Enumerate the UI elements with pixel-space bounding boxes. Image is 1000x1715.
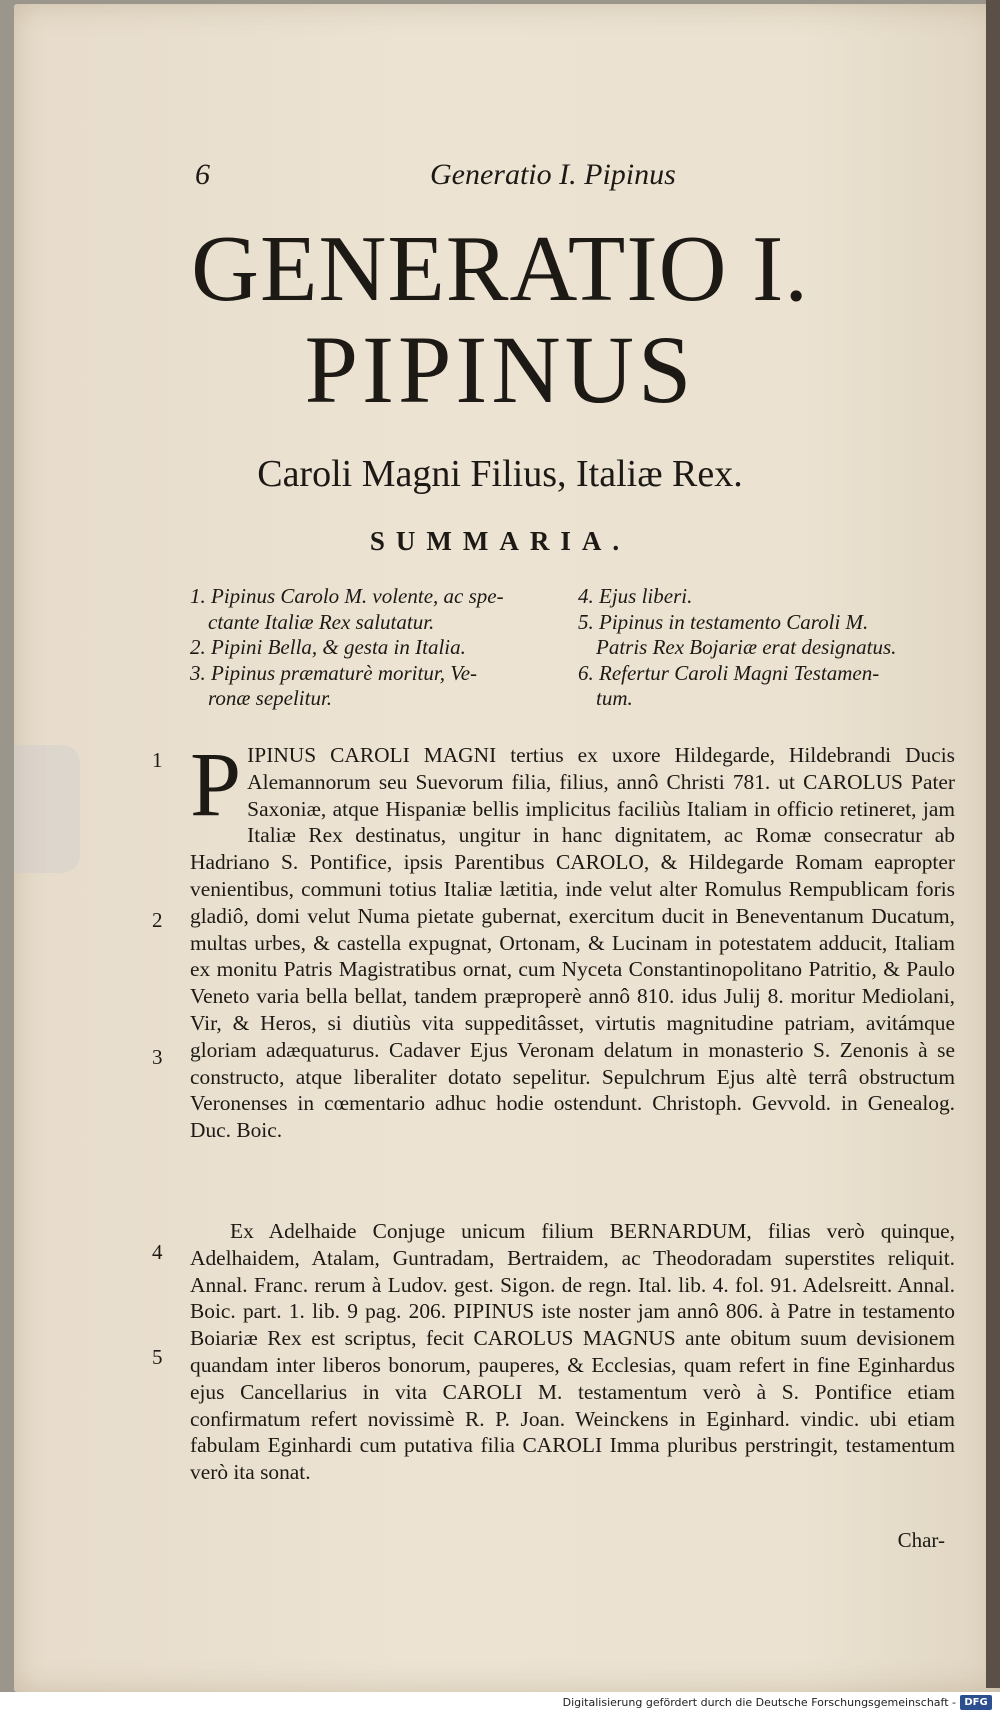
- paragraph-1: [190, 733, 955, 1144]
- title-line-1: GENERATIO I.: [191, 217, 809, 321]
- margin-number: 3: [152, 1045, 163, 1069]
- summary-item: [578, 610, 963, 661]
- page-tab-shadow: [14, 745, 80, 873]
- summary-item-cont: ctante Italiæ Rex salutatur.: [208, 609, 435, 634]
- summary-item-cont: ronæ sepelitur.: [208, 686, 333, 710]
- summary-item-text: 2. Pipini Bella, & gesta in Italia.: [190, 635, 466, 659]
- summary-item-text: 1. Pipinus Carolo M. volente, ac spe-: [190, 584, 504, 608]
- summary-item-text: 3. Pipinus præmaturè moritur, Ve-: [190, 660, 478, 685]
- dfg-logo[interactable]: DFG: [960, 1695, 992, 1710]
- summary-item-text: 6. Refertur Caroli Magni Testamen-: [578, 660, 880, 685]
- summaria-left-column: [190, 584, 565, 712]
- summaria-right-column: [578, 584, 963, 712]
- margin-number: 1: [152, 748, 163, 772]
- summary-item: [578, 661, 963, 712]
- subtitle: Caroli Magni Filius, Italiæ Rex.: [257, 453, 743, 495]
- summary-item-text: 4. Ejus liberi.: [578, 584, 693, 608]
- summary-item-cont: Patris Rex Bojariæ erat designatus.: [596, 635, 897, 659]
- paragraph-2: Ex Adelhaide Conjuge unicum filium BERNARDUM, filias verò quinque, Adelhaidem, Atalam, Guntradam, Bertraidem, ac Theodoradam superstites reliquit. Annal. Franc. rerum à Ludov. gest. Sigon. de regn. Ital. lib. 4. fol. 91. Adelsreitt. Annal. Boic. part. 1. lib. 9 pag. 206. PIPINUS iste noster jam annô 806. à Patre in testamento Boiariæ Rex est scriptus, fecit CAROLUS MAGNUS ante obitum suum devisionem quandam inter liberos bonorum, pauperes, & Ecclesias, quam refert in fine Eginhardus ejus Cancellarius in vita CAROLI M. testamentum verò à S. Pontifice etiam confirmatum refert novissimè R. P. Joan. Weinckens in Eginhard. vindic. ubi etiam fabulam Eginhardi cum putativa filia CAROLI Imma pluribus perstringit, testamentum verò ita sonat.: [190, 1219, 955, 1485]
- digitization-footer: [0, 1692, 1000, 1715]
- paragraph-1-text: IPINUS CAROLI MAGNI tertius ex uxore Hildegarde, Hildebrandi Ducis Alemannorum seu Suevorum filia, filius, annô Christi 781. ut CAROLUS Pater Saxoniæ, atque Hispaniæ bellis implicitus faciliùs Italiam in officio retineret, jam Italiæ Rex destinatus, ungitur in hanc dignitatem, ac Romæ consecratur ab Hadriano S. Pontifice, ipsis Parentibus CAROLO, & Hildegarde Romam eapropter venientibus, communi totius Italiæ lætitia, inde velut alter Romulus Rempublicam foris gladiô, domi velut Numa pietate gubernat, exercitum ducit in Beneventanum Ducatum, multas urbes, & castella expugnat, Ortonam, & Lucinam in potestatem adducit, Italiam ex monitu Patris Magistratibus ornat, cum Nyceta Constantinopolitano Patritio, & Paulo Veneto varia bella bellat, tandem præproperè annô 810. idus Julij 8. moritur Mediolani, Vir, & Heros, si diutiùs vita suppeditâsset, virtutis magnitudine patriam, avitámque gloriam adæquaturus. Cadaver Ejus Veronam delatum in monasterio S. Zenonis à se constructo, atque liberaliter dotato sepelitur. Sepulchrum Ejus altè terrâ obstructum Veronenses in cœmentario adhuc hodie ostendunt. Christoph. Gevvold. in Genealog. Duc. Boic.: [190, 743, 955, 1143]
- catchword: Char-: [897, 1528, 945, 1552]
- summaria-heading: SUMMARIA.: [369, 526, 631, 556]
- title-line-2: PIPINUS: [304, 316, 696, 423]
- summary-item: [190, 661, 565, 712]
- footer-credit: Digitalisierung gefördert durch die Deutsche Forschungsgemeinschaft -: [562, 1696, 956, 1709]
- summary-item: [190, 584, 565, 635]
- summary-item-cont: tum.: [596, 686, 633, 710]
- running-head: Generatio I. Pipinus: [430, 158, 676, 191]
- margin-number: 5: [152, 1345, 163, 1369]
- summary-item-text: 5. Pipinus in testamento Caroli M.: [578, 609, 869, 634]
- drop-cap: P: [190, 733, 242, 835]
- margin-number: 2: [152, 908, 163, 932]
- summary-item: [190, 635, 565, 661]
- summary-item: [578, 584, 963, 610]
- margin-number: 4: [152, 1240, 163, 1264]
- page-number: 6: [195, 158, 210, 191]
